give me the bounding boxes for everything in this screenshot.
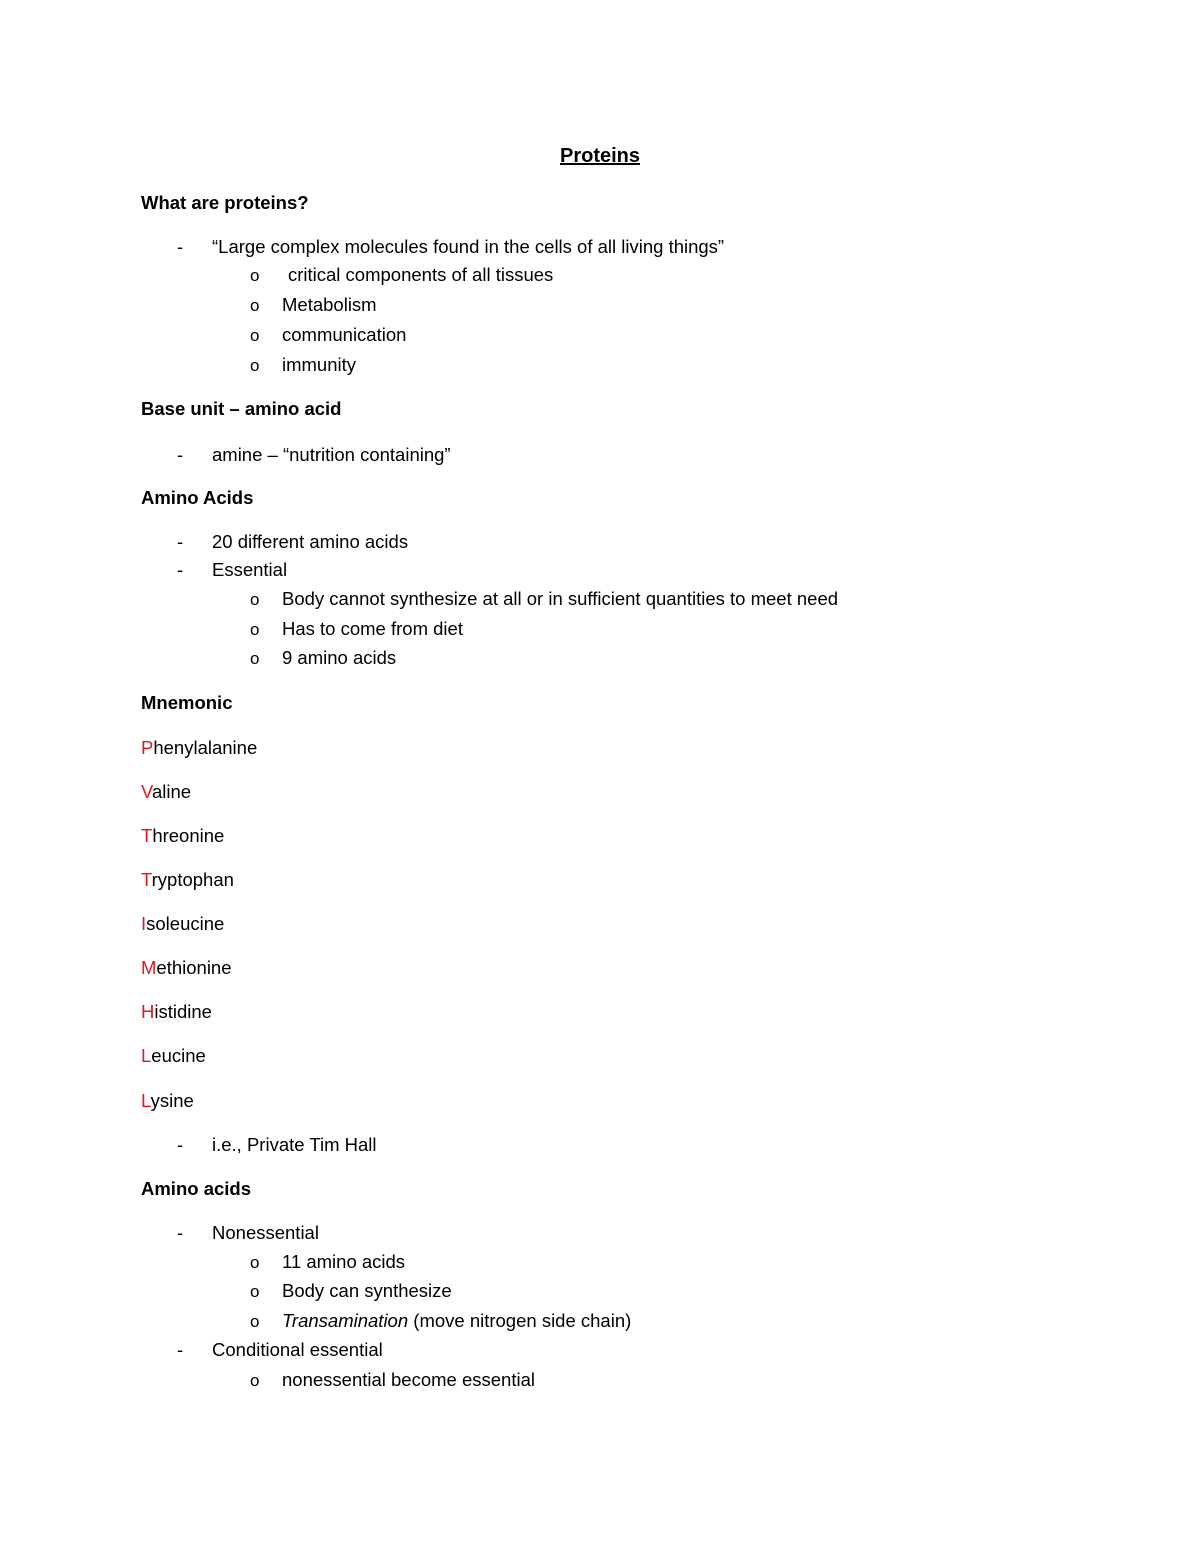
circle-bullet: o	[250, 356, 260, 375]
sub-item-from-diet: Has to come from diet	[282, 618, 463, 639]
mnemonic-initial: L	[141, 1045, 152, 1066]
sub-item-cannot-synthesize: Body cannot synthesize at all or in sufficient quantities to meet need	[282, 588, 839, 609]
circle-bullet: o	[250, 590, 260, 609]
mnemonic-item-valine	[141, 781, 191, 803]
mnemonic-rest: ysine	[150, 1090, 194, 1111]
dash-bullet: -	[177, 1339, 184, 1360]
mnemonic-initial: M	[141, 957, 157, 978]
mnemonic-item-lysine	[141, 1090, 194, 1112]
mnemonic-item-isoleucine	[141, 913, 224, 935]
list-item-amine: amine – “nutrition containing”	[212, 444, 451, 465]
circle-bullet: o	[250, 1282, 260, 1301]
sub-item-body-can-synthesize: Body can synthesize	[282, 1280, 452, 1301]
mnemonic-rest: henylalanine	[153, 737, 258, 758]
mnemonic-rest: istidine	[154, 1001, 212, 1022]
sub-item-transamination	[282, 1310, 631, 1332]
mnemonic-initial: L	[141, 1090, 151, 1111]
mnemonic-initial: I	[141, 913, 147, 934]
mnemonic-item-histidine	[141, 1001, 212, 1023]
heading-amino-acids: Amino Acids	[141, 487, 254, 508]
mnemonic-rest: soleucine	[146, 913, 225, 934]
mnemonic-initial: H	[141, 1001, 155, 1022]
dash-bullet: -	[177, 236, 184, 257]
circle-bullet: o	[250, 1371, 260, 1390]
circle-bullet: o	[250, 1312, 260, 1331]
circle-bullet: o	[250, 326, 260, 345]
heading-base-unit: Base unit – amino acid	[141, 398, 342, 419]
mnemonic-rest: ethionine	[156, 957, 232, 978]
mnemonic-item-threonine	[141, 825, 224, 847]
list-item-essential: Essential	[212, 559, 288, 580]
list-item-definition: “Large complex molecules found in the cells of all living things”	[212, 236, 725, 257]
sub-item-nonessential-become-essential: nonessential become essential	[282, 1369, 535, 1390]
mnemonic-item-tryptophan	[141, 869, 234, 891]
sub-item-immunity: immunity	[282, 354, 357, 375]
sub-item-metabolism: Metabolism	[282, 294, 377, 315]
sub-item-9-amino-acids: 9 amino acids	[282, 647, 397, 668]
mnemonic-rest: eucine	[151, 1045, 206, 1066]
sub-item-critical-components: critical components of all tissues	[288, 264, 554, 285]
mnemonic-rest: aline	[151, 781, 192, 802]
dash-bullet: -	[177, 444, 184, 465]
list-item-nonessential: Nonessential	[212, 1222, 319, 1243]
dash-bullet: -	[177, 531, 184, 552]
circle-bullet: o	[250, 1253, 260, 1272]
mnemonic-item-phenylalanine	[141, 737, 257, 759]
list-item-conditional-essential: Conditional essential	[212, 1339, 383, 1360]
transamination-desc: (move nitrogen side chain)	[408, 1310, 632, 1331]
page-title: Proteins	[559, 145, 641, 167]
mnemonic-initial: T	[141, 825, 153, 846]
heading-mnemonic: Mnemonic	[141, 692, 233, 713]
circle-bullet: o	[250, 620, 260, 639]
transamination-term: Transamination	[282, 1310, 409, 1331]
circle-bullet: o	[250, 266, 260, 285]
mnemonic-initial: V	[141, 781, 152, 802]
mnemonic-initial: P	[141, 737, 154, 758]
mnemonic-rest: ryptophan	[151, 869, 234, 890]
heading-what-are-proteins: What are proteins?	[141, 192, 309, 213]
sub-item-11-amino-acids: 11 amino acids	[282, 1251, 406, 1272]
sub-item-communication: communication	[282, 324, 407, 345]
list-item-20-amino-acids: 20 different amino acids	[212, 531, 409, 552]
dash-bullet: -	[177, 1222, 184, 1243]
heading-amino-acids-2: Amino acids	[141, 1178, 251, 1199]
dash-bullet: -	[177, 1134, 184, 1155]
circle-bullet: o	[250, 649, 260, 668]
mnemonic-item-methionine	[141, 957, 232, 979]
dash-bullet: -	[177, 559, 184, 580]
circle-bullet: o	[250, 296, 260, 315]
mnemonic-note: i.e., Private Tim Hall	[212, 1134, 377, 1155]
mnemonic-rest: hreonine	[152, 825, 225, 846]
mnemonic-item-leucine	[141, 1045, 206, 1067]
mnemonic-initial: T	[141, 869, 152, 890]
